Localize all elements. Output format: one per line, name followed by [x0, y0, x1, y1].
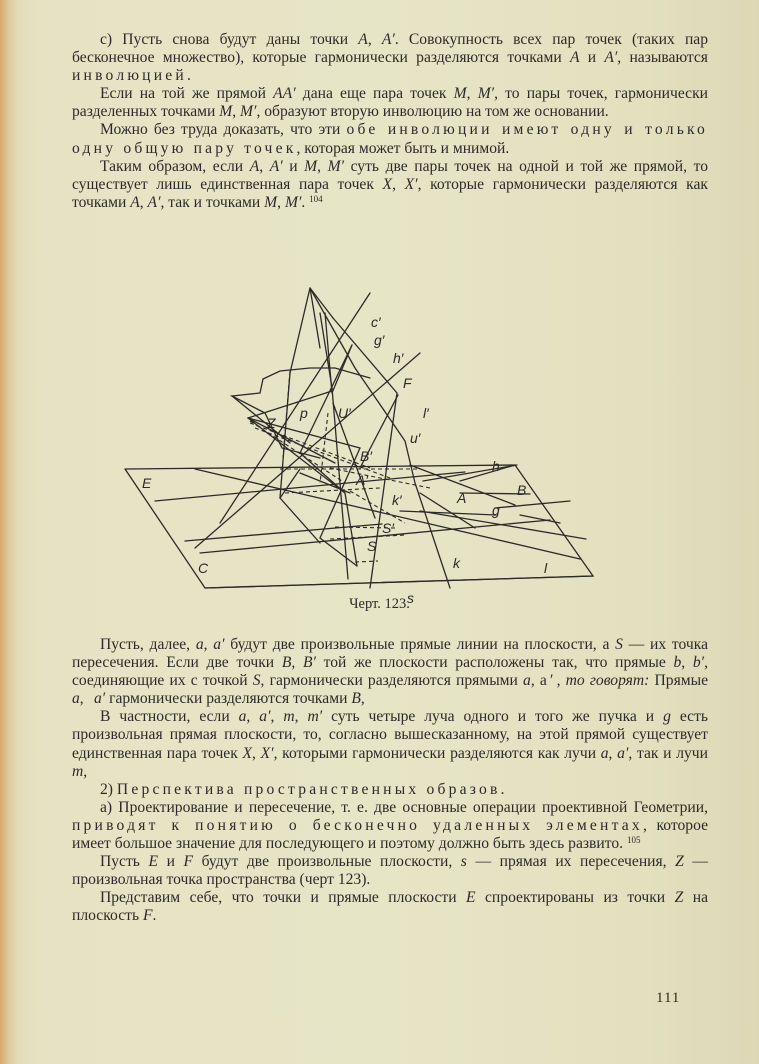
footnote-ref[interactable]: 104: [309, 193, 323, 204]
paragraph-projection-from-z: Представим себе, что точки и прямые плоскости E спроектированы из точки Z на плоскость F.: [72, 889, 708, 925]
section-heading-perspective: 2) Перспектива пространственных образов.: [100, 780, 505, 798]
paragraph-common-pair: Можно без труда доказать, что эти обе инволюции имеют одну и только одну общую пару точек, которая может быть и мнимой.: [72, 121, 708, 157]
label-c-prime: c′: [371, 314, 381, 330]
label-k: k: [453, 555, 460, 571]
paragraph-projection-intro: а) Проектирование и пересечение, т. е. две основные операции проективной Геометрии, приводят к понятию о бесконечно удаленных элементах, которое имеет большое значение для последующего и поэтому должно быть здесь развито. $^{105}$: [72, 798, 708, 853]
spaced-emphasis: обе инволюции имеют одну и только одну общую пару точек: [72, 121, 708, 157]
label-z: Z: [267, 415, 276, 431]
label-h-prime: h′: [393, 350, 404, 366]
label-h: h: [492, 458, 500, 474]
label-g: g: [492, 502, 500, 518]
label-s-prime: S′: [382, 520, 394, 536]
spaced-emphasis: инволюцией: [72, 67, 187, 85]
paragraph-involution-definition: с) Пусть снова будут даны точки A, A′. Совокупность всех пар точек (таких пар бесконечное множество), которые гармонически разделяются точками A и A′, называются инволюцией.: [72, 31, 709, 85]
label-k-prime: k′: [392, 492, 402, 508]
paragraph-harmonic-lines: Пусть, далее, a, a′ будут две произвольные прямые линии на плоскости, а S — их точка пересечения. Если две точки B, B′ той же плоскости расположены так, что прямые b, b′, соединяющие их с точкой S, гармонически разделяются прямыми a, a′, то говорят: Прямые a, a′ гармонически разделяются точками B,: [72, 636, 709, 708]
footnote-ref[interactable]: 105: [626, 835, 641, 846]
paragraph-planes-e-f: Пусть E и F будут две произвольные плоскости, s — прямая их пересечения, Z — произвольная точка пространства (черт 123).: [72, 853, 709, 889]
label-u-prime-upper: U′: [338, 405, 351, 421]
label-g-prime: g′: [374, 332, 385, 348]
page-number: 111: [656, 990, 681, 1006]
figure-caption: Черт. 123.: [349, 596, 410, 612]
label-s-point: S: [367, 538, 377, 554]
paragraph-four-rays: В частности, если a, a′, m, m′ суть четыре луча одного и того же пучка и g есть произвольная прямая плоскости, то, согласно вышесказанному, на этой прямой существует единственная пара точек X, X′, которыми гармонически разделяются как лучи a, a′, так и лучи m,: [72, 708, 709, 780]
label-e: E: [142, 475, 152, 491]
text-block-top: [72, 31, 708, 212]
label-u-prime-lower: u′: [410, 430, 421, 446]
label-a-prime: A′: [356, 472, 368, 488]
label-s-line: s: [407, 590, 414, 606]
label-b: B: [517, 482, 527, 498]
label-c: C: [198, 560, 209, 576]
text-block-bottom: [72, 636, 708, 926]
label-a: A: [457, 490, 467, 506]
label-l: l: [544, 560, 548, 576]
label-l-prime: l′: [423, 405, 429, 421]
label-f: F: [403, 375, 412, 391]
label-b-prime: B′: [360, 448, 372, 464]
paragraph-second-involution: Если на той же прямой AA′ дана еще пара точек M, M′, то пары точек, гармонически разделенных точками M, M′, образуют вторую инволюцию на том же основании.: [72, 85, 708, 121]
paragraph-unique-pair: Таким образом, если A, A′ и M, M′ суть две пары точек на одной и той же прямой, то существует лишь единственная пара точек X, X′, которые гармонически разделяются как точками A, A′, так и точками M, M′. $^{104}$: [72, 157, 709, 211]
label-p: p: [300, 405, 308, 421]
